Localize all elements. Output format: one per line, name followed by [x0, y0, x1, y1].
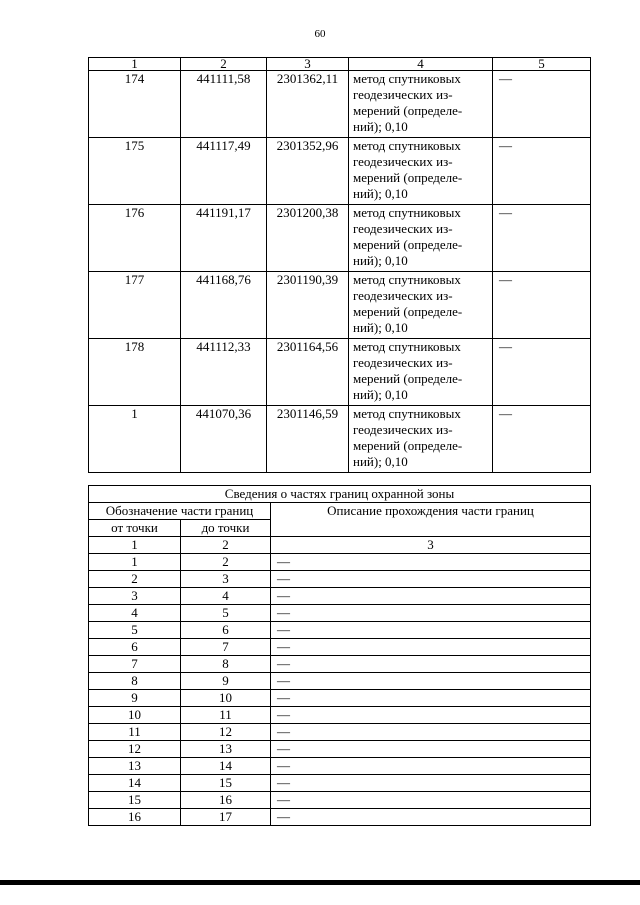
boundary-part-row [89, 690, 591, 707]
boundary-part-row [89, 673, 591, 690]
to-point: 17 [181, 809, 271, 826]
header-cell: 3 [267, 58, 349, 71]
point-row [89, 205, 591, 272]
x-coordinate: 441112,33 [181, 339, 267, 406]
points-table-header [89, 58, 591, 71]
to-point-header: до точки [181, 520, 271, 537]
parts-header-row [89, 503, 591, 520]
method-description: метод спутниковых геодезических из- мерений (определе- ний); 0,10 [349, 406, 493, 473]
from-point: 10 [89, 707, 181, 724]
from-point-header: от точки [89, 520, 181, 537]
boundary-part-row [89, 622, 591, 639]
method-description: метод спутниковых геодезических из- мерений (определе- ний); 0,10 [349, 71, 493, 138]
part-description: — [271, 605, 591, 622]
to-point: 12 [181, 724, 271, 741]
from-point: 16 [89, 809, 181, 826]
part-description: — [271, 673, 591, 690]
to-point: 11 [181, 707, 271, 724]
to-point: 10 [181, 690, 271, 707]
boundary-part-row [89, 792, 591, 809]
note-cell: — [493, 339, 591, 406]
to-point: 2 [181, 554, 271, 571]
part-description: — [271, 741, 591, 758]
from-point: 12 [89, 741, 181, 758]
note-cell: — [493, 205, 591, 272]
from-point: 7 [89, 656, 181, 673]
point-number: 178 [89, 339, 181, 406]
point-row [89, 138, 591, 205]
to-point: 6 [181, 622, 271, 639]
x-coordinate: 441168,76 [181, 272, 267, 339]
point-number: 177 [89, 272, 181, 339]
to-point: 9 [181, 673, 271, 690]
column-number: 2 [181, 537, 271, 554]
boundary-part-row [89, 571, 591, 588]
bottom-rule [0, 880, 640, 885]
parts-column-numbers-row [89, 537, 591, 554]
note-cell: — [493, 71, 591, 138]
from-point: 1 [89, 554, 181, 571]
method-description: метод спутниковых геодезических из- мерений (определе- ний); 0,10 [349, 138, 493, 205]
part-description: — [271, 656, 591, 673]
to-point: 16 [181, 792, 271, 809]
boundary-part-row [89, 758, 591, 775]
boundary-part-row [89, 554, 591, 571]
x-coordinate: 441117,49 [181, 138, 267, 205]
header-cell: 5 [493, 58, 591, 71]
point-number: 175 [89, 138, 181, 205]
point-number: 174 [89, 71, 181, 138]
x-coordinate: 441191,17 [181, 205, 267, 272]
part-description: — [271, 571, 591, 588]
x-coordinate: 441070,36 [181, 406, 267, 473]
y-coordinate: 2301200,38 [267, 205, 349, 272]
from-point: 2 [89, 571, 181, 588]
header-cell: 2 [181, 58, 267, 71]
method-description: метод спутниковых геодезических из- мерений (определе- ний); 0,10 [349, 272, 493, 339]
boundary-part-row [89, 775, 591, 792]
from-point: 13 [89, 758, 181, 775]
point-number: 1 [89, 406, 181, 473]
from-point: 14 [89, 775, 181, 792]
parts-title-row [89, 486, 591, 503]
part-description: — [271, 809, 591, 826]
boundary-part-row [89, 724, 591, 741]
designation-header: Обозначение части границ [89, 503, 271, 520]
y-coordinate: 2301362,11 [267, 71, 349, 138]
to-point: 3 [181, 571, 271, 588]
part-description: — [271, 792, 591, 809]
note-cell: — [493, 406, 591, 473]
point-number: 176 [89, 205, 181, 272]
header-cell: 4 [349, 58, 493, 71]
part-description: — [271, 724, 591, 741]
point-row [89, 272, 591, 339]
to-point: 14 [181, 758, 271, 775]
part-description: — [271, 758, 591, 775]
y-coordinate: 2301146,59 [267, 406, 349, 473]
to-point: 15 [181, 775, 271, 792]
boundary-part-row [89, 605, 591, 622]
parts-table-title: Сведения о частях границ охранной зоны [89, 486, 591, 503]
boundary-part-row [89, 588, 591, 605]
header-cell: 1 [89, 58, 181, 71]
y-coordinate: 2301352,96 [267, 138, 349, 205]
x-coordinate: 441111,58 [181, 71, 267, 138]
description-header: Описание прохождения части границ [271, 503, 591, 537]
part-description: — [271, 707, 591, 724]
point-row [89, 71, 591, 138]
from-point: 3 [89, 588, 181, 605]
point-row [89, 406, 591, 473]
part-description: — [271, 588, 591, 605]
to-point: 13 [181, 741, 271, 758]
column-number: 3 [271, 537, 591, 554]
from-point: 15 [89, 792, 181, 809]
to-point: 5 [181, 605, 271, 622]
from-point: 11 [89, 724, 181, 741]
boundary-part-row [89, 639, 591, 656]
points-table [88, 57, 591, 473]
boundary-part-row [89, 656, 591, 673]
method-description: метод спутниковых геодезических из- мерений (определе- ний); 0,10 [349, 339, 493, 406]
to-point: 8 [181, 656, 271, 673]
y-coordinate: 2301190,39 [267, 272, 349, 339]
from-point: 4 [89, 605, 181, 622]
part-description: — [271, 622, 591, 639]
to-point: 7 [181, 639, 271, 656]
from-point: 9 [89, 690, 181, 707]
from-point: 8 [89, 673, 181, 690]
method-description: метод спутниковых геодезических из- мерений (определе- ний); 0,10 [349, 205, 493, 272]
boundary-parts-table [88, 485, 591, 826]
boundary-part-row [89, 707, 591, 724]
part-description: — [271, 554, 591, 571]
boundary-part-row [89, 809, 591, 826]
page-number: 60 [314, 28, 326, 40]
to-point: 4 [181, 588, 271, 605]
boundary-part-row [89, 741, 591, 758]
point-row [89, 339, 591, 406]
column-number: 1 [89, 537, 181, 554]
part-description: — [271, 690, 591, 707]
from-point: 6 [89, 639, 181, 656]
note-cell: — [493, 272, 591, 339]
y-coordinate: 2301164,56 [267, 339, 349, 406]
note-cell: — [493, 138, 591, 205]
from-point: 5 [89, 622, 181, 639]
part-description: — [271, 775, 591, 792]
part-description: — [271, 639, 591, 656]
